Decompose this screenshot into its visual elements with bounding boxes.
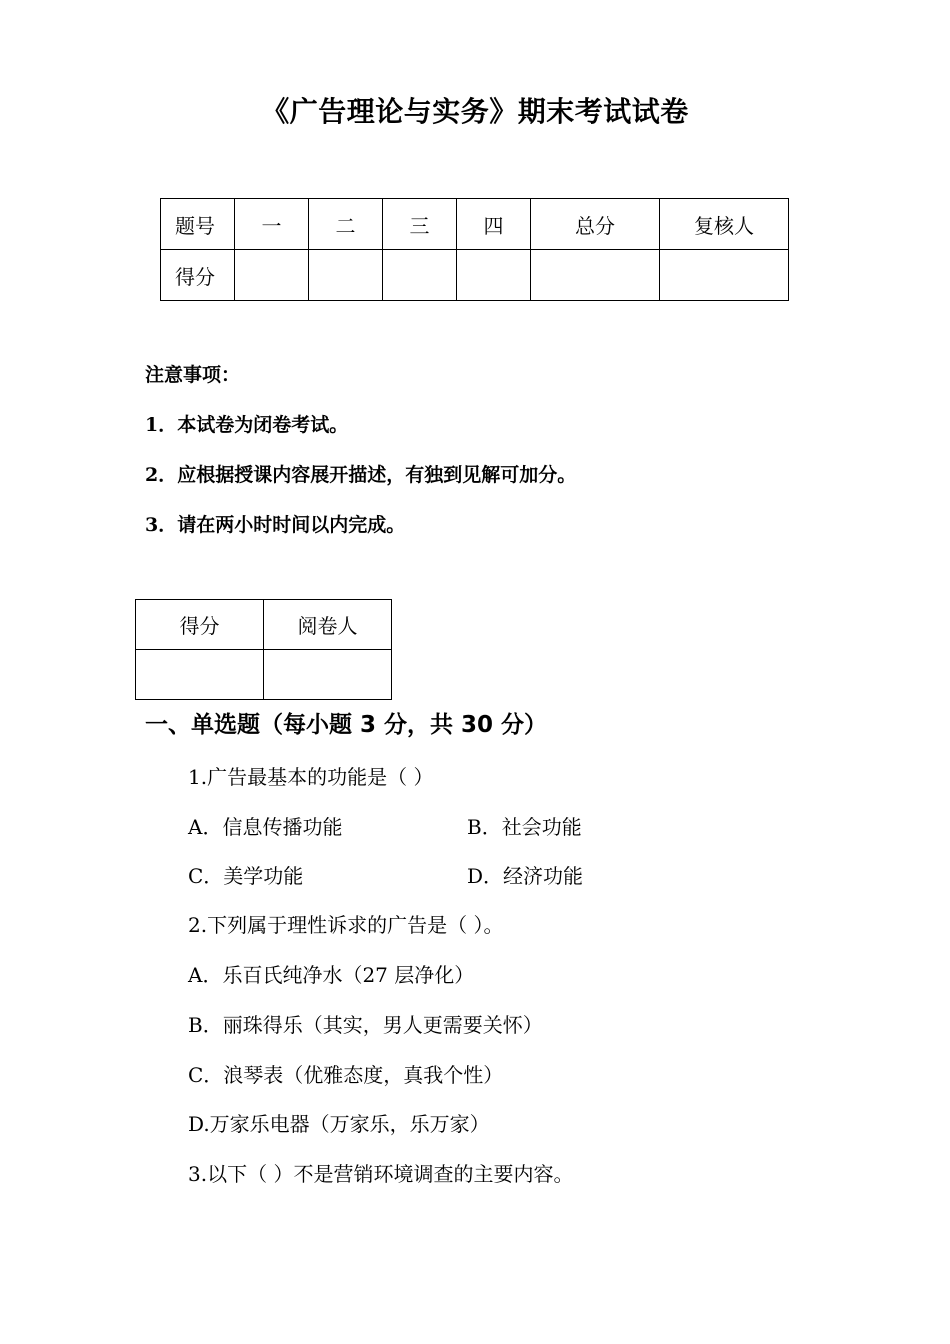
section-1-title: 一、单选题（每小题 3 分，共 30 分） — [145, 712, 548, 738]
grader-table-value-row — [136, 650, 392, 700]
grader-header-marker: 阅卷人 — [264, 600, 392, 650]
question-1-option-c: C．美学功能 — [188, 864, 304, 888]
notice-item-2: 2．应根据授课内容展开描述，有独到见解可加分。 — [145, 464, 577, 486]
header-question-number: 题号 — [161, 199, 235, 250]
question-2-option-c: C．浪琴表（优雅态度，真我个性） — [188, 1063, 504, 1087]
score-cell-3[interactable] — [383, 250, 457, 301]
grader-table — [135, 599, 392, 700]
question-1-stem: 1.广告最基本的功能是（ ） — [188, 765, 434, 789]
score-cell-total[interactable] — [531, 250, 660, 301]
score-table — [160, 198, 789, 301]
grader-table-header-row — [136, 600, 392, 650]
question-1-option-d: D．经济功能 — [467, 864, 584, 888]
score-table-score-row — [161, 250, 789, 301]
question-2-option-a: A．乐百氏纯净水（27 层净化） — [188, 963, 475, 987]
grader-marker-cell[interactable] — [264, 650, 392, 700]
header-total: 总分 — [531, 199, 660, 250]
score-cell-2[interactable] — [309, 250, 383, 301]
header-section-4: 四 — [457, 199, 531, 250]
question-1-option-b: B．社会功能 — [467, 815, 582, 839]
question-2-option-d: D.万家乐电器（万家乐，乐万家） — [188, 1112, 490, 1136]
header-section-2: 二 — [309, 199, 383, 250]
grader-header-score: 得分 — [136, 600, 264, 650]
score-cell-1[interactable] — [235, 250, 309, 301]
row-label-score: 得分 — [161, 250, 235, 301]
header-section-1: 一 — [235, 199, 309, 250]
score-cell-reviewer[interactable] — [660, 250, 789, 301]
grader-score-cell[interactable] — [136, 650, 264, 700]
header-reviewer: 复核人 — [660, 199, 789, 250]
question-1-option-a: A．信息传播功能 — [188, 815, 343, 839]
notice-heading: 注意事项： — [145, 364, 241, 386]
question-3-stem: 3.以下（ ）不是营销环境调查的主要内容。 — [188, 1162, 574, 1186]
question-2-option-b: B．丽珠得乐（其实，男人更需要关怀） — [188, 1013, 543, 1037]
exam-title: 《广告理论与实务》期末考试试卷 — [261, 95, 689, 128]
score-cell-4[interactable] — [457, 250, 531, 301]
score-table-header-row — [161, 199, 789, 250]
question-2-stem: 2.下列属于理性诉求的广告是（ ）。 — [188, 913, 504, 937]
header-section-3: 三 — [383, 199, 457, 250]
notice-item-1: 1．本试卷为闭卷考试。 — [145, 414, 349, 436]
notice-item-3: 3．请在两小时时间以内完成。 — [145, 514, 406, 536]
